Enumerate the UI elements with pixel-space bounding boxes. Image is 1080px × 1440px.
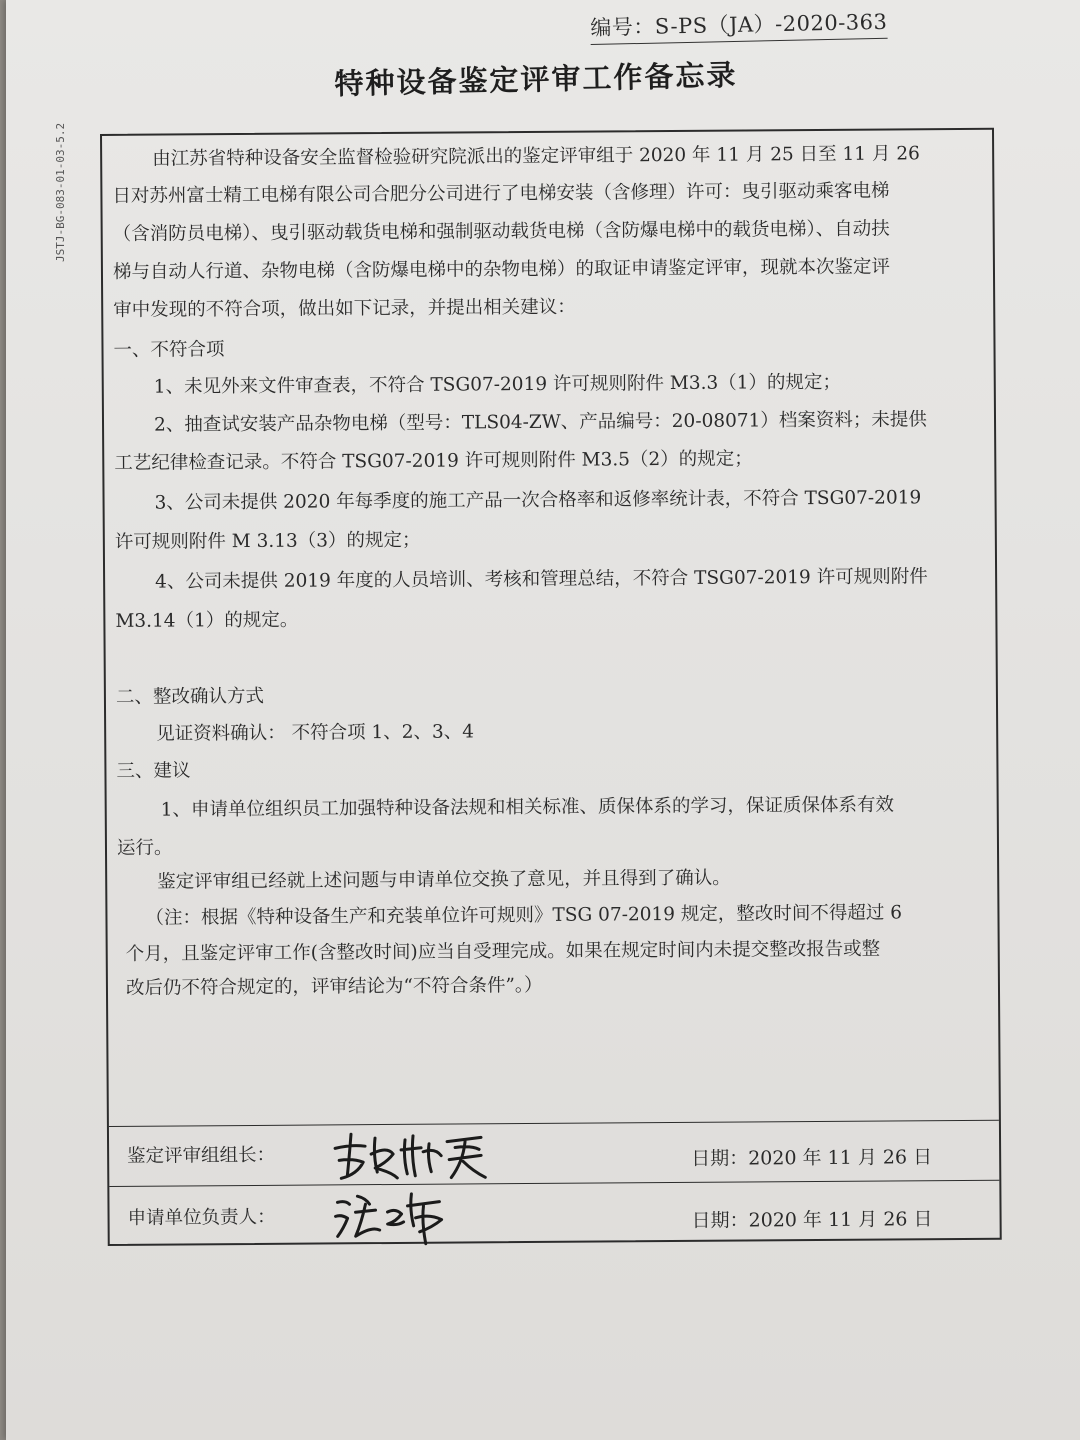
signature-divider-middle — [109, 1180, 999, 1187]
nonconformity-item: 许可规则附件 M 3.13（3）的规定； — [114, 529, 421, 553]
leader-label: 鉴定评审组组长： — [127, 1144, 276, 1167]
suggestion-line: 1、申请单位组织员工加强特种设备法规和相关标准、质保体系的学习，保证质保体系有效 — [160, 794, 895, 821]
intro-line: 日对苏州富士精工电梯有限公司合肥分公司进行了电梯安装（含修理）许可：曳引驱动乘客电梯 — [112, 180, 890, 207]
intro-line: 审中发现的不符合项，做出如下记录，并提出相关建议： — [113, 296, 576, 321]
suggestion-line: 运行。 — [116, 837, 173, 859]
page-title: 特种设备鉴定评审工作备忘录 — [334, 57, 738, 101]
document-number — [590, 6, 888, 42]
section-heading-rectification: 二、整改确认方式 — [115, 685, 265, 708]
section-heading-nonconformities: 一、不符合项 — [113, 339, 225, 361]
side-form-code: JSTJ-BG-083-01-03-5.2 — [54, 122, 67, 262]
applicant-signature — [331, 1186, 451, 1247]
applicant-date: 日期：2020 年 11 月 26 日 — [691, 1208, 933, 1232]
signature-divider-top — [109, 1120, 999, 1127]
rectification-method: 见证资料确认： 不符合项 1、2、3、4 — [156, 721, 475, 745]
nonconformity-item: M3.14（1）的规定。 — [115, 609, 299, 632]
suggestion-line: 鉴定评审组已经就上述问题与申请单位交换了意见，并且得到了确认。 — [157, 867, 731, 893]
nonconformity-item: 2、抽查试安装产品杂物电梯（型号：TLS04-ZW、产品编号：20-08071）档案资料；未提供 — [153, 409, 927, 436]
document-number-text: 编号：S-PS（JA）-2020-363 — [590, 9, 888, 40]
nonconformity-item: 工艺纪律检查记录。不符合 TSG07-2019 许可规则附件 M3.5（2）的规定； — [114, 448, 753, 474]
note-line: （注：根据《特种设备生产和充装单位许可规则》TSG 07-2019 规定，整改时间不得超过 6 — [145, 902, 903, 929]
memo-body — [112, 130, 984, 999]
section-heading-suggestions: 三、建议 — [116, 760, 191, 782]
leader-signature — [331, 1127, 491, 1186]
intro-line: 由江苏省特种设备安全监督检验研究院派出的鉴定评审组于 2020 年 11 月 25 日至 11 月 26 — [152, 143, 920, 170]
nonconformity-item: 1、未见外来文件审查表，不符合 TSG07-2019 许可规则附件 M3.3（1）的规定； — [153, 371, 842, 398]
note-line: 个月，且鉴定评审工作(含整改时间)应当自受理完成。如果在规定时间内未提交整改报告或整 — [125, 938, 881, 965]
note-line: 改后仍不符合规定的，评审结论为“不符合条件”。） — [125, 974, 543, 999]
leader-date: 日期：2020 年 11 月 26 日 — [691, 1146, 933, 1170]
nonconformity-item: 4、公司未提供 2019 年度的人员培训、考核和管理总结，不符合 TSG07-2019 许可规则附件 — [155, 566, 928, 593]
applicant-label: 申请单位负责人： — [127, 1206, 276, 1229]
intro-line: 梯与自动人行道、杂物电梯（含防爆电梯中的杂物电梯）的取证申请鉴定评审，现就本次鉴定评 — [112, 256, 891, 283]
intro-line: （含消防员电梯）、曳引驱动载货电梯和强制驱动载货电梯（含防爆电梯中的载货电梯）、自动扶 — [112, 218, 890, 245]
nonconformity-item: 3、公司未提供 2020 年每季度的施工产品一次合格率和返修率统计表，不符合 TSG07-2019 — [154, 487, 922, 514]
memo-frame — [100, 128, 1002, 1246]
document-sheet — [6, 0, 1080, 1440]
